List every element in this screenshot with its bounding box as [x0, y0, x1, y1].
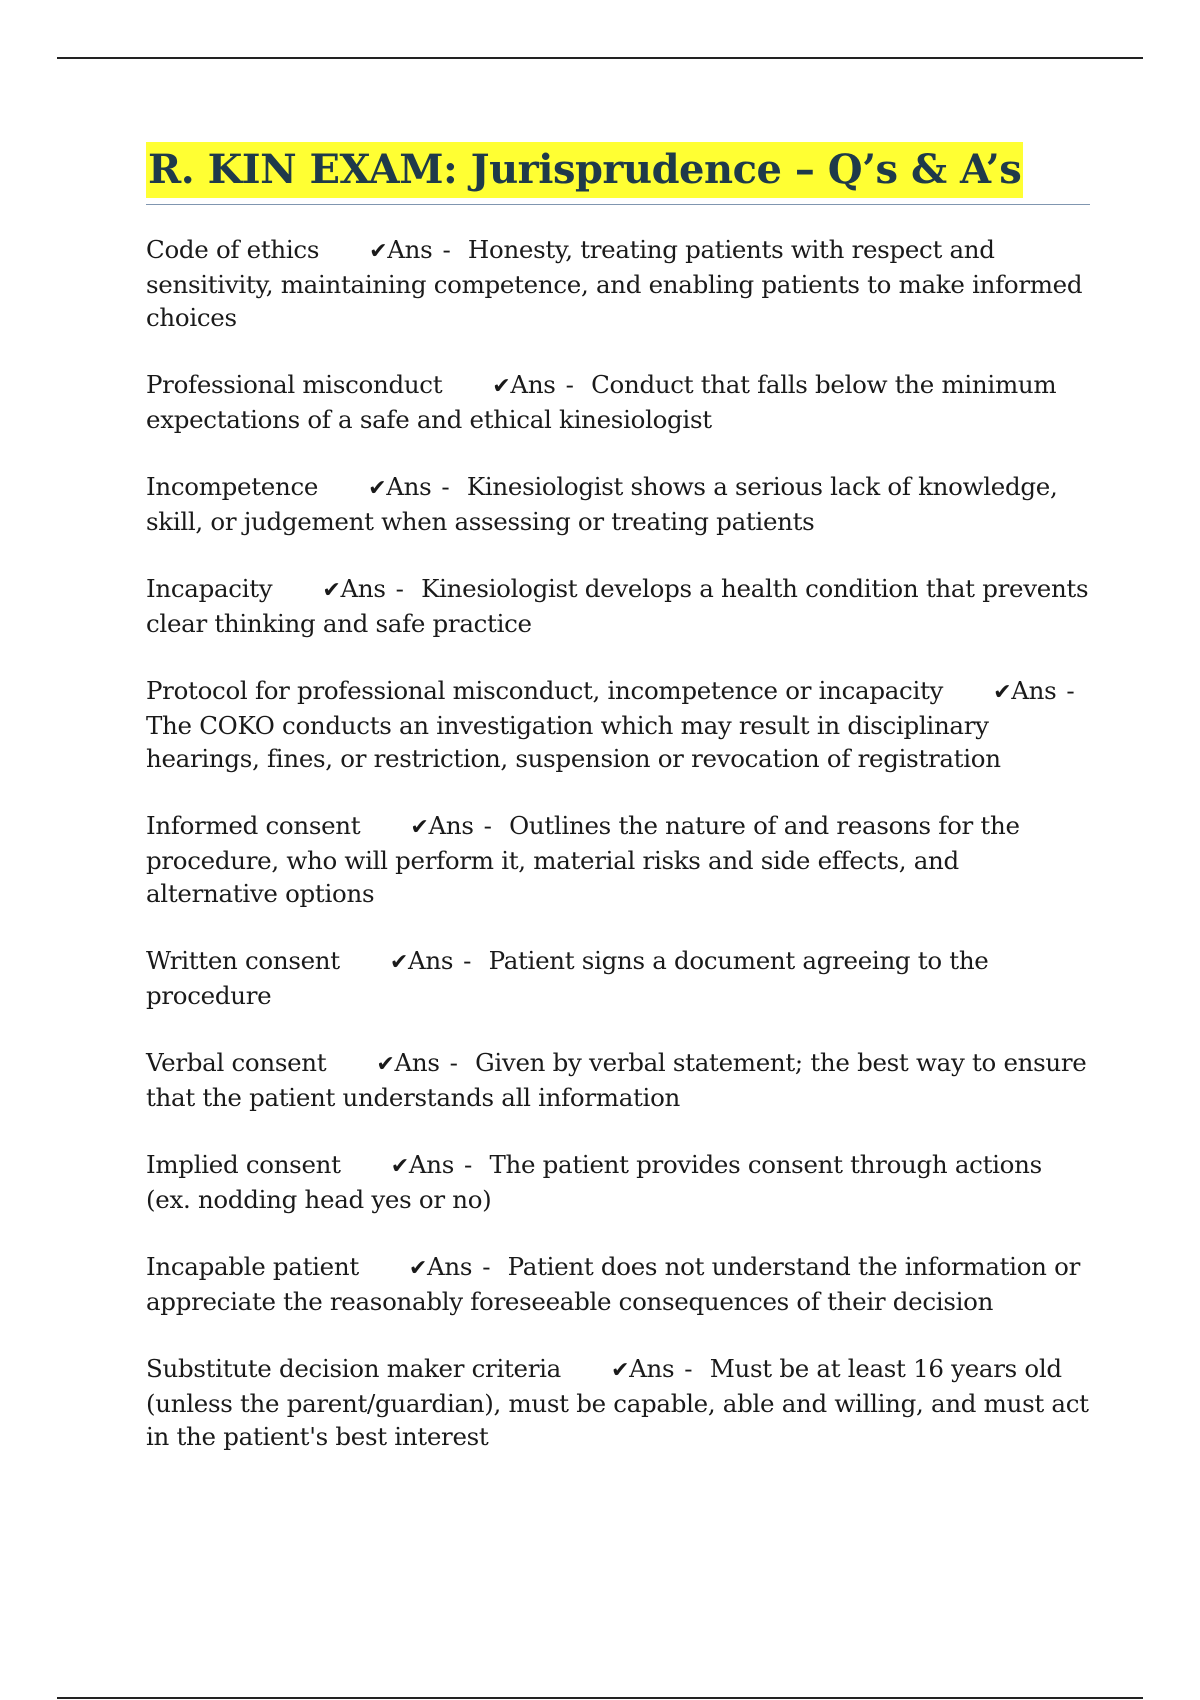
- answer-marker: [368, 472, 459, 501]
- answer-label: Ans: [407, 946, 454, 975]
- qa-item: [146, 470, 1090, 538]
- answer-separator: -: [565, 370, 574, 399]
- page-title: R. KIN EXAM: Jurisprudence – Q’s & A’s: [146, 142, 1023, 198]
- answer-marker: [611, 1354, 702, 1383]
- answer-marker: [369, 235, 460, 264]
- answer-separator: -: [441, 472, 450, 501]
- answer-label: Ans: [394, 1048, 440, 1077]
- answer-marker: [993, 676, 1084, 705]
- question-text: Substitute decision maker criteria: [146, 1354, 561, 1383]
- answer-label: Ans: [1011, 676, 1057, 705]
- qa-item: [146, 944, 1090, 1012]
- checkmark-icon: ✔: [993, 680, 1012, 705]
- question-text: Informed consent: [146, 811, 361, 840]
- answer-marker: [391, 1150, 482, 1179]
- question-text: Protocol for professional misconduct, incompetence or incapacity: [146, 676, 944, 705]
- answer-label: Ans: [427, 1252, 473, 1281]
- checkmark-icon: ✔: [322, 578, 341, 603]
- answer-text: Kinesiologist shows a serious lack of knowledge, skill, or judgement when assessing or treating patients: [146, 472, 1058, 536]
- answer-label: Ans: [386, 472, 432, 501]
- checkmark-icon: ✔: [368, 476, 387, 501]
- answer-text: Outlines the nature of and reasons for the procedure, who will perform it, material risks and side effects, and alternative options: [146, 811, 1020, 908]
- answer-text: The COKO conducts an investigation which may result in disciplinary hearings, fines, or restriction, suspension or revocation of registration: [146, 711, 1001, 773]
- title-block: [146, 142, 1090, 205]
- question-text: Code of ethics: [146, 235, 320, 264]
- checkmark-icon: ✔: [369, 239, 388, 264]
- answer-label: Ans: [408, 1150, 454, 1179]
- qa-item: [146, 809, 1090, 910]
- checkmark-icon: ✔: [410, 815, 429, 840]
- answer-separator: -: [463, 946, 472, 975]
- qa-item: [146, 1250, 1090, 1318]
- answer-text: Given by verbal statement; the best way to ensure that the patient understands all information: [146, 1048, 1087, 1112]
- answer-separator: -: [442, 235, 451, 264]
- bottom-rule: [57, 1697, 1143, 1699]
- answer-separator: -: [482, 1252, 491, 1281]
- question-text: Implied consent: [146, 1150, 341, 1179]
- qa-item: [146, 674, 1090, 775]
- answer-marker: [390, 946, 481, 975]
- question-text: Incompetence: [146, 472, 319, 501]
- answer-separator: -: [483, 811, 492, 840]
- checkmark-icon: ✔: [389, 950, 408, 975]
- question-text: Written consent: [146, 946, 340, 975]
- answer-text: Conduct that falls below the minimum expectations of a safe and ethical kinesiologist: [146, 370, 1057, 434]
- answer-separator: -: [684, 1354, 693, 1383]
- qa-item: [146, 1352, 1090, 1453]
- qa-item: [146, 233, 1090, 334]
- answer-text: Kinesiologist develops a health condition that prevents clear thinking and safe practice: [146, 574, 1089, 638]
- checkmark-icon: ✔: [390, 1154, 409, 1179]
- answer-marker: [376, 1048, 467, 1077]
- answer-separator: -: [1066, 676, 1075, 705]
- answer-marker: [322, 574, 413, 603]
- checkmark-icon: ✔: [376, 1052, 395, 1077]
- answer-marker: [492, 370, 583, 399]
- answer-label: Ans: [340, 574, 386, 603]
- answer-separator: -: [449, 1048, 458, 1077]
- document-body: [146, 142, 1090, 1487]
- qa-list: [146, 233, 1090, 1453]
- answer-text: Patient does not understand the information or appreciate the reasonably foreseeable consequences of their decision: [146, 1252, 1080, 1316]
- checkmark-icon: ✔: [610, 1358, 630, 1383]
- answer-label: Ans: [428, 811, 474, 840]
- checkmark-icon: ✔: [408, 1256, 428, 1281]
- top-rule: [57, 57, 1143, 59]
- answer-text: Must be at least 16 years old (unless the parent/guardian), must be capable, able and willing, and must act in the patient's best interest: [146, 1354, 1089, 1451]
- answer-label: Ans: [510, 370, 556, 399]
- question-text: Incapacity: [146, 574, 273, 603]
- answer-marker: [410, 811, 501, 840]
- question-text: Incapable patient: [146, 1252, 359, 1281]
- qa-item: [146, 368, 1090, 436]
- answer-marker: [409, 1252, 500, 1281]
- question-text: Verbal consent: [146, 1048, 327, 1077]
- checkmark-icon: ✔: [492, 374, 511, 399]
- qa-item: [146, 1148, 1090, 1216]
- answer-label: Ans: [387, 235, 433, 264]
- answer-label: Ans: [629, 1354, 675, 1383]
- answer-text: Patient signs a document agreeing to the procedure: [146, 946, 989, 1010]
- answer-text: The patient provides consent through actions (ex. nodding head yes or no): [146, 1150, 1042, 1214]
- answer-separator: -: [463, 1150, 472, 1179]
- qa-item: [146, 1046, 1090, 1114]
- answer-separator: -: [395, 574, 404, 603]
- qa-item: [146, 572, 1090, 640]
- question-text: Professional misconduct: [146, 370, 443, 399]
- answer-text: Honesty, treating patients with respect and sensitivity, maintaining competence, and enabling patients to make informed choices: [146, 235, 1083, 332]
